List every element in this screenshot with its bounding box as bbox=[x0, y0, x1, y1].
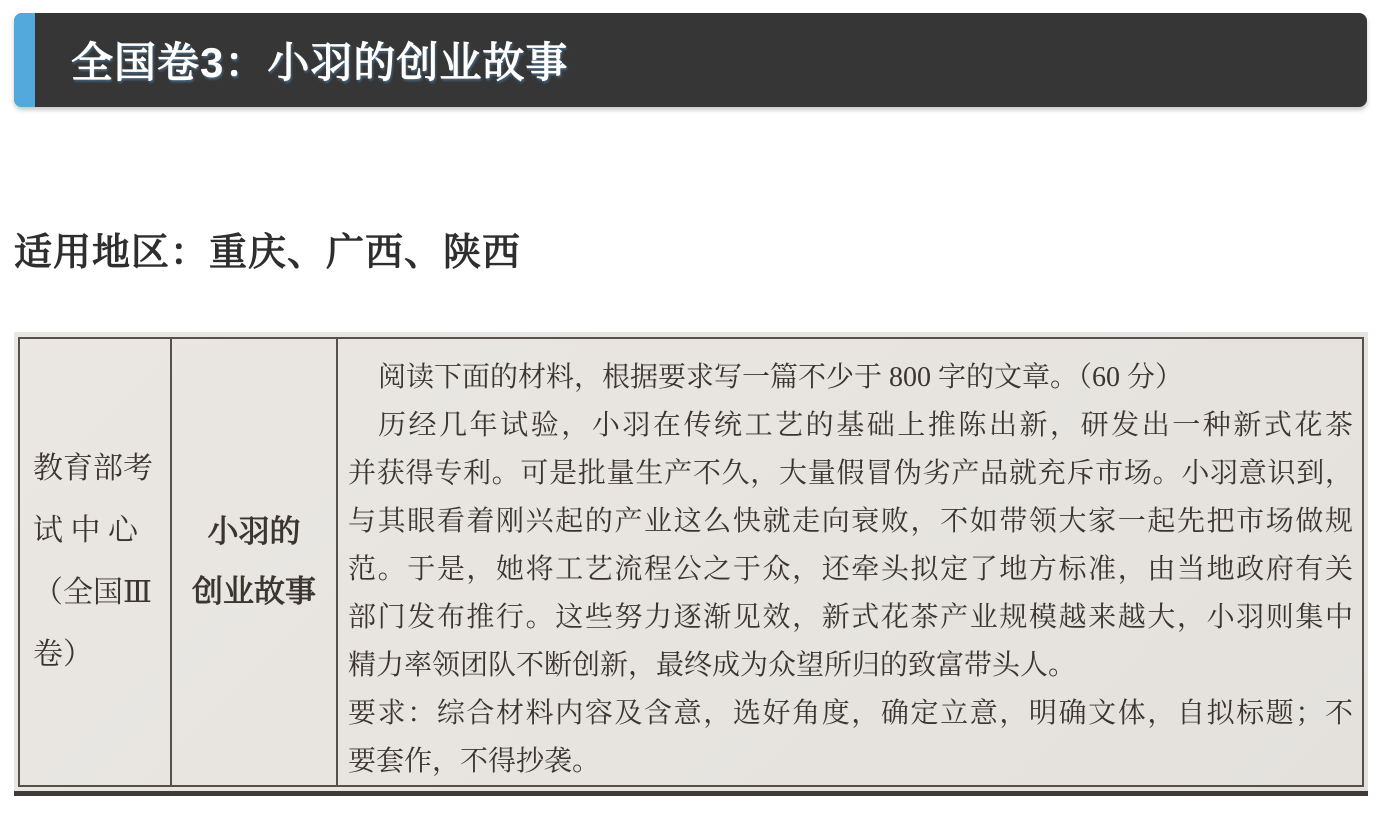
examiner-line: 试 中 心 bbox=[33, 514, 138, 547]
prompt-line: 要求：综合材料内容及含意，选好角度，确定立意，明确文体，自拟标题；不 bbox=[348, 698, 1353, 729]
examiner-line: 教育部考 bbox=[33, 452, 153, 485]
topic-line: 小羽的 bbox=[207, 514, 301, 549]
photo-bottom-edge bbox=[14, 791, 1368, 796]
prompt-cell bbox=[338, 339, 1362, 785]
prompt-line: 阅读下面的材料，根据要求写一篇不少于 800 字的文章。（60 分） bbox=[378, 362, 1184, 393]
header-bar bbox=[14, 13, 1367, 107]
topic-line: 创业故事 bbox=[192, 574, 316, 609]
exam-table-photo bbox=[14, 332, 1368, 796]
header-accent-bar bbox=[14, 13, 35, 107]
prompt-line: 并获得专利。可是批量生产不久，大量假冒伪劣产品就充斥市场。小羽意识到， bbox=[348, 458, 1353, 489]
topic-cell bbox=[172, 339, 338, 785]
prompt-line: 范。于是，她将工艺流程公之于众，还牵头拟定了地方标准，由当地政府有关 bbox=[348, 554, 1353, 585]
prompt-line: 精力率领团队不断创新，最终成为众望所归的致富带头人。 bbox=[348, 650, 1077, 681]
prompt-line: 要套作，不得抄袭。 bbox=[348, 746, 601, 777]
prompt-line: 与其眼看着刚兴起的产业这么快就走向衰败，不如带领大家一起先把市场做规 bbox=[348, 506, 1353, 537]
page-title: 全国卷3：小羽的创业故事 bbox=[71, 39, 569, 86]
region-line: 适用地区：重庆、广西、陕西 bbox=[14, 232, 522, 274]
examiner-cell bbox=[20, 339, 172, 785]
examiner-line: （全国Ⅲ bbox=[33, 576, 152, 609]
prompt-line: 部门发布推行。这些努力逐渐见效，新式花茶产业规模越来越大，小羽则集中 bbox=[348, 602, 1353, 633]
exam-table bbox=[18, 337, 1364, 787]
prompt-line: 历经几年试验，小羽在传统工艺的基础上推陈出新，研发出一种新式花茶 bbox=[378, 410, 1353, 441]
examiner-line: 卷） bbox=[33, 638, 93, 671]
